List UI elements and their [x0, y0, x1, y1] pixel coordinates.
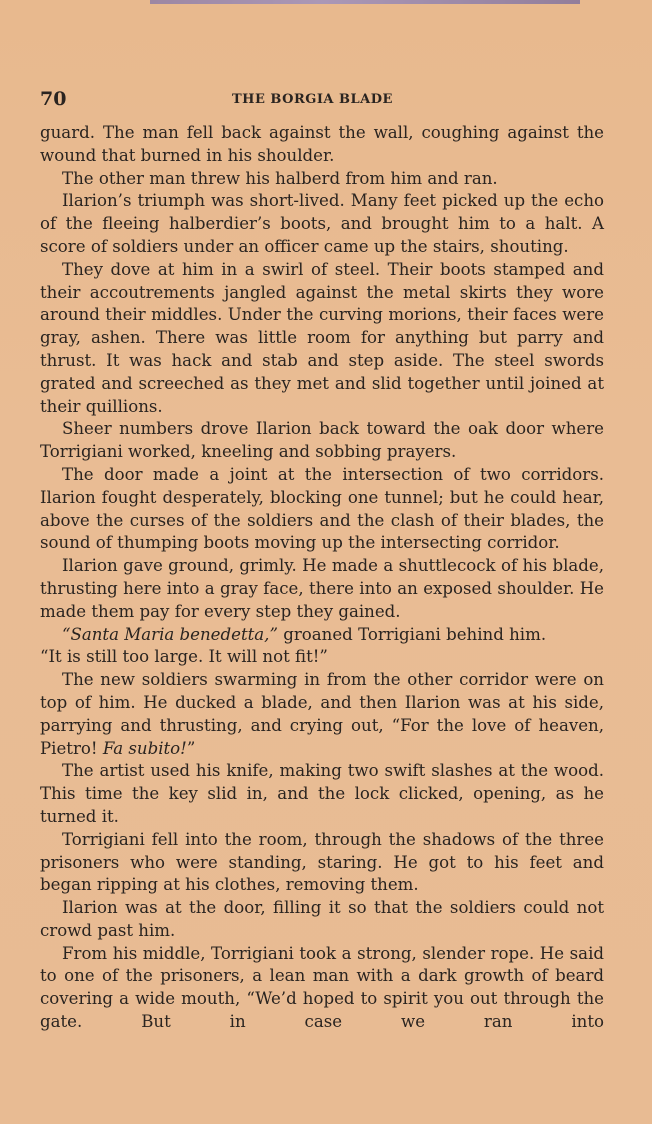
running-title: THE BORGIA BLADE — [232, 92, 393, 107]
paragraph-2: The other man threw his halberd from him and ran. — [62, 168, 498, 188]
paragraph-14: From his middle, Torrigiani took a strong, slender rope. He said to one of the prisoners, a lean man with a dark growth of beard covering a wide mouth, “We’d hoped to spirit you out through the gate. But in case we ran into — [40, 943, 604, 1032]
page-top-edge — [150, 0, 580, 4]
paragraph-9: “It is still too large. It will not fit!” — [40, 647, 328, 667]
page-number: 70 — [40, 88, 67, 110]
paragraph-1: guard. The man fell back against the wall, coughing against the wound that burned in his shoulder. — [40, 123, 604, 165]
body-text — [40, 122, 604, 1034]
paragraph-3: Ilarion’s triumph was short-lived. Many feet picked up the echo of the fleeing halberdier’s boots, and brought him to a halt. A score of soldiers under an officer came up the stairs, shouting. — [40, 191, 604, 256]
paragraph-10-start: The new soldiers swarming in from the other corridor were on top of him. He ducked a blade, and then Ilarion was at his side, parrying and thrusting, and crying out, “For the love of heaven, Pietro! — [40, 670, 604, 758]
paragraph-12: Torrigiani fell into the room, through the shadows of the three prisoners who were standing, staring. He got to his feet and began ripping at his clothes, removing them. — [40, 829, 604, 895]
paragraph-10 — [40, 669, 604, 760]
paragraph-5: Sheer numbers drove Ilarion back toward the oak door where Torrigiani worked, kneeling and sobbing prayers. — [40, 419, 604, 462]
paragraph-8-rest: groaned Torrigiani behind him. — [277, 624, 547, 644]
paragraph-10-end: ” — [186, 738, 196, 758]
italic-phrase: “Santa Maria benedetta,” — [62, 624, 278, 644]
italic-phrase: Fa subito! — [102, 738, 187, 758]
paragraph-13: Ilarion was at the door, filling it so that the soldiers could not crowd past him. — [40, 898, 604, 940]
page-header — [40, 88, 610, 112]
paragraph-4: They dove at him in a swirl of steel. Their boots stamped and their accoutrements jangled against the metal skirts they wore around their middles. Under the curving morions, their faces were gray, ashen. There was little room for anything but parry and thrust. It was hack and stab and step aside. The steel swords grated and screeched as they met and slid together until joined at their quillions. — [40, 259, 604, 416]
paragraph-11: The artist used his knife, making two swift slashes at the wood. This time the key slid in, and the lock clicked, opening, as he turned it. — [40, 761, 604, 826]
paragraph-6: The door made a joint at the intersection of two corridors. Ilarion fought desperately, blocking one tunnel; but he could hear, above the curses of the soldiers and the clash of their blades, the sound of thumping boots moving up the intersecting corridor. — [40, 464, 604, 553]
paragraph-8 — [40, 624, 604, 647]
paragraph-7: Ilarion gave ground, grimly. He made a shuttlecock of his blade, thrusting here into a gray face, there into an exposed shoulder. He made them pay for every step they gained. — [40, 556, 604, 621]
